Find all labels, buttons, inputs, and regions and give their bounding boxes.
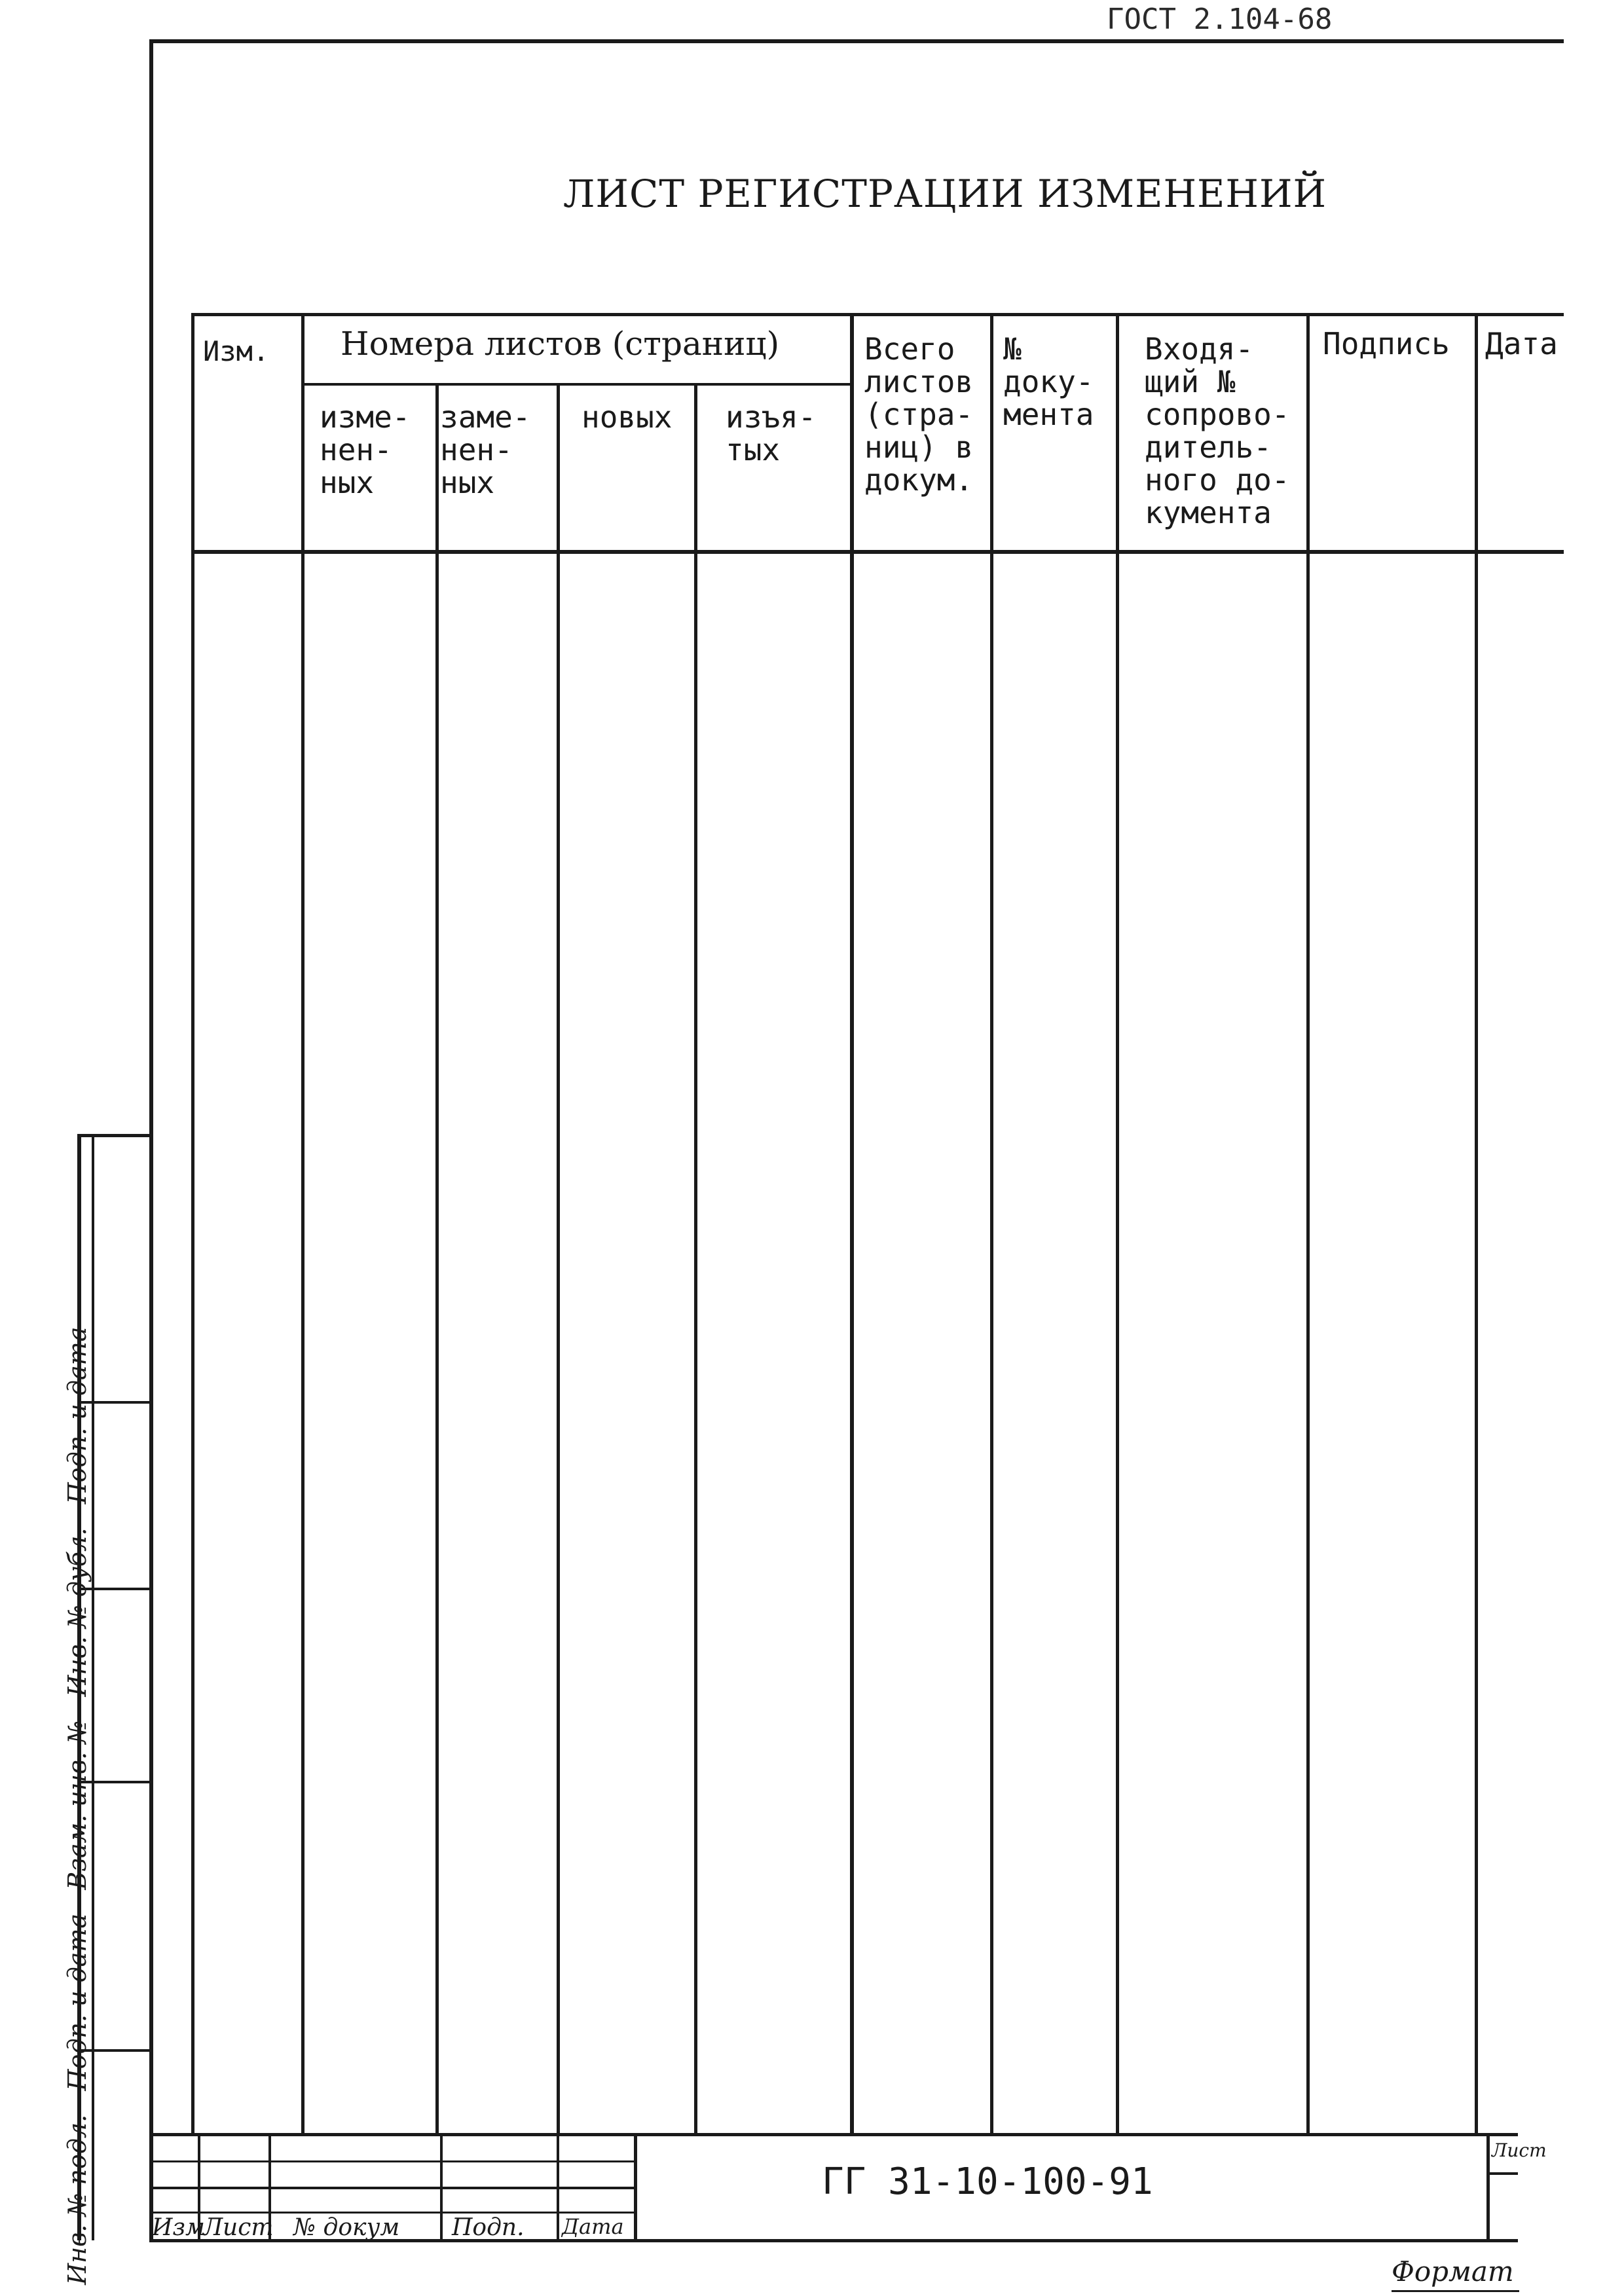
header-total-sheets: Всего листов (стра- ниц) в докум. [864,331,974,498]
col-divider-9 [1475,313,1478,2133]
stamp-col-3 [440,2133,443,2241]
col-divider-6 [990,313,993,2133]
format-label: Формат [1392,2255,1514,2287]
table-header-bottom-line [191,550,1564,554]
strip-middle-line [92,1134,94,2240]
table-subheader-line [303,383,853,386]
stamp-col-5 [634,2133,637,2241]
document-designation: ГГ 31-10-100-91 [822,2160,1153,2203]
stamp-row-line-3 [149,2212,634,2214]
stamp-label-doc: № докум [293,2214,400,2241]
col-divider-5 [850,313,854,2133]
col-divider-1 [301,313,304,2133]
stamp-row-line-1 [149,2160,634,2162]
page-title: ЛИСТ РЕГИСТРАЦИИ ИЗМЕНЕНИЙ [563,172,1327,216]
header-document-number: № доку- мента [1003,331,1094,432]
stamp-col-4 [557,2133,559,2241]
stamp-top-line [149,2133,1518,2136]
stamp-label-izm: Изм [152,2214,205,2241]
col-divider-2 [435,383,439,2133]
document-code-top: ГОСТ 2.104-68 [1107,3,1333,36]
col-divider-8 [1306,313,1310,2133]
stamp-label-list: Лист [203,2214,274,2241]
stamp-label-sign: Подп. [452,2214,525,2241]
col-divider-7 [1116,313,1119,2133]
header-signature: Подпись [1323,326,1450,361]
stamp-label-date: Дата [562,2214,624,2239]
header-removed: изъя- тых [726,399,817,467]
side-strip-text: Инв. № подл. Подп. и дата Взам. инв. № Инв. № дубл. Подп. и дата [63,1326,92,2285]
frame-top-border [149,39,1564,43]
format-underline [1392,2290,1519,2292]
header-date: Дата [1485,326,1558,361]
header-izm: Изм. [203,335,270,367]
header-replaced: заме- нен- ных [440,399,531,500]
header-changed: изме- нен- ных [320,399,411,500]
col-divider-3 [557,383,560,2133]
stamp-sheet-line [1486,2172,1518,2175]
frame-left-border [149,39,153,2239]
col-divider-4 [694,383,697,2133]
stamp-sheet-label: Лист [1492,2140,1547,2161]
header-incoming-number: Входя- щий № сопрово- дитель- ного до- кумента [1145,331,1290,530]
stamp-row-line-2 [149,2187,634,2189]
header-sheet-numbers: Номера листов (страниц) [341,325,780,363]
table-left-line [191,313,194,2133]
header-new: новых [581,399,673,435]
stamp-sheet-divider [1486,2133,1490,2241]
table-top-line [191,313,1564,316]
